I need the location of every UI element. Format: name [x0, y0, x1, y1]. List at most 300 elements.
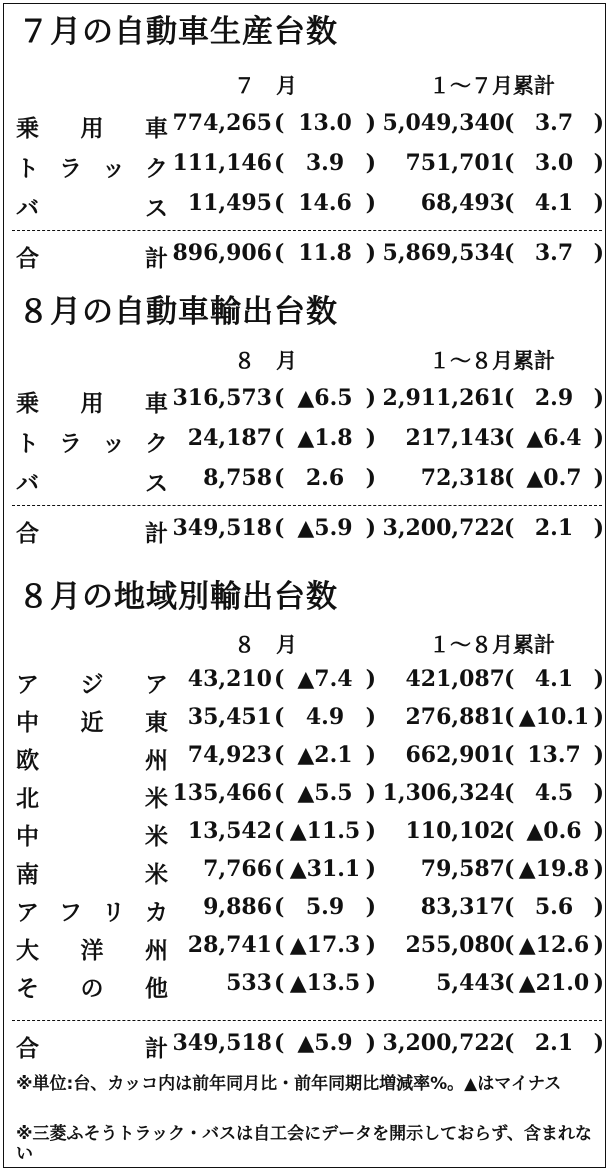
paren-group: [504, 515, 604, 541]
change-rate: 4.9: [305, 704, 345, 730]
table-row: [4, 425, 604, 455]
row-label: [16, 666, 168, 699]
open-paren: (: [504, 385, 515, 411]
open-paren: (: [274, 742, 285, 768]
paren-group: [274, 742, 376, 768]
column-header-cumulative: １～７月累計: [429, 73, 555, 98]
table-row: [4, 190, 604, 220]
open-paren: (: [274, 110, 285, 136]
monthly-value: 35,451: [187, 704, 272, 730]
cumulative-value: 83,317: [420, 894, 505, 920]
paren-group: [274, 465, 376, 491]
row-label-char: バ: [16, 471, 39, 497]
monthly-change: [274, 465, 376, 491]
cumulative-change: [504, 932, 604, 958]
close-paren: ): [365, 150, 376, 176]
row-label-char: 中: [16, 824, 39, 850]
cumulative-value: 5,443: [436, 970, 505, 996]
close-paren: ): [593, 425, 604, 451]
close-paren: ): [365, 742, 376, 768]
row-label-char: ラ: [59, 156, 82, 182]
row-label: [16, 465, 168, 498]
row-label-char: そ: [16, 976, 39, 1002]
open-paren: (: [274, 150, 285, 176]
row-label-char: ス: [145, 471, 168, 497]
cumulative-value: 662,901: [405, 742, 505, 768]
close-paren: ): [593, 110, 604, 136]
change-rate: ▲31.1: [289, 856, 361, 882]
monthly-change: [274, 970, 376, 996]
cumulative-value: 2,911,261: [382, 385, 505, 411]
change-rate: 4.1: [534, 190, 574, 216]
monthly-value: 533: [226, 970, 272, 996]
cumulative-change: [504, 240, 604, 266]
open-paren: (: [274, 190, 285, 216]
statistics-table-panel: [3, 3, 606, 1168]
monthly-value: 349,518: [172, 1030, 272, 1056]
close-paren: ): [365, 856, 376, 882]
cumulative-value: 3,200,722: [382, 1030, 505, 1056]
row-label-char: ア: [145, 672, 168, 698]
close-paren: ): [365, 818, 376, 844]
paren-group: [274, 894, 376, 920]
dashed-divider: [12, 505, 602, 506]
open-paren: (: [504, 666, 515, 692]
open-paren: (: [274, 385, 285, 411]
row-label-char: 欧: [16, 748, 39, 774]
table-row: [4, 856, 604, 886]
row-label-char: 中: [16, 710, 39, 736]
close-paren: ): [365, 515, 376, 541]
row-label-char: ラ: [59, 431, 82, 457]
cumulative-value: 3,200,722: [382, 515, 505, 541]
row-label-char: ア: [16, 900, 39, 926]
row-label-char: 乗: [16, 391, 39, 417]
close-paren: ): [365, 932, 376, 958]
row-label: [16, 515, 168, 548]
paren-group: [274, 970, 376, 996]
table-row: [4, 704, 604, 734]
paren-group: [504, 1030, 604, 1056]
row-label-char: ト: [16, 156, 39, 182]
open-paren: (: [504, 932, 515, 958]
change-rate: 2.1: [534, 1030, 574, 1056]
row-label-char: バ: [16, 196, 39, 222]
close-paren: ): [365, 190, 376, 216]
cumulative-change: [504, 742, 604, 768]
cumulative-change: [504, 818, 604, 844]
change-rate: 2.9: [534, 385, 574, 411]
close-paren: ): [365, 240, 376, 266]
cumulative-change: [504, 385, 604, 411]
monthly-value: 9,886: [203, 894, 272, 920]
row-label-char: 州: [145, 938, 168, 964]
row-label: [16, 742, 168, 775]
row-label-char: フ: [59, 900, 82, 926]
open-paren: (: [504, 110, 515, 136]
cumulative-value: 217,143: [405, 425, 505, 451]
row-label-char: 車: [145, 391, 168, 417]
change-rate: ▲0.6: [526, 818, 582, 844]
row-label: [16, 894, 168, 927]
change-rate: 4.1: [534, 666, 574, 692]
section-title: ７月の自動車生産台数: [18, 14, 338, 50]
monthly-change: [274, 894, 376, 920]
row-label-char: 近: [80, 710, 104, 736]
row-label-char: 州: [145, 748, 168, 774]
paren-group: [504, 704, 604, 730]
change-rate: ▲17.3: [289, 932, 361, 958]
close-paren: ): [593, 894, 604, 920]
cumulative-change: [504, 150, 604, 176]
row-label: [16, 385, 168, 418]
paren-group: [274, 856, 376, 882]
monthly-value: 349,518: [172, 515, 272, 541]
close-paren: ): [593, 704, 604, 730]
row-label-char: ジ: [80, 672, 104, 698]
open-paren: (: [274, 780, 285, 806]
monthly-value: 111,146: [172, 150, 272, 176]
cumulative-value: 5,049,340: [382, 110, 505, 136]
paren-group: [504, 150, 604, 176]
open-paren: (: [504, 742, 515, 768]
change-rate: 14.6: [298, 190, 352, 216]
close-paren: ): [593, 385, 604, 411]
open-paren: (: [504, 465, 515, 491]
change-rate: ▲10.1: [518, 704, 590, 730]
section-title: ８月の地域別輸出台数: [18, 579, 338, 615]
row-label: [16, 704, 168, 737]
row-label-char: 洋: [80, 938, 104, 964]
paren-group: [274, 780, 376, 806]
close-paren: ): [593, 1030, 604, 1056]
paren-group: [274, 110, 376, 136]
open-paren: (: [274, 465, 285, 491]
row-label: [16, 1030, 168, 1063]
monthly-value: 74,923: [187, 742, 272, 768]
table-row: [4, 932, 604, 962]
monthly-change: [274, 780, 376, 806]
paren-group: [274, 425, 376, 451]
paren-group: [504, 666, 604, 692]
close-paren: ): [593, 515, 604, 541]
change-rate: 3.0: [534, 150, 574, 176]
row-label-char: 計: [145, 246, 168, 272]
cumulative-value: 1,306,324: [382, 780, 505, 806]
row-label: [16, 932, 168, 965]
column-header-cumulative: １～８月累計: [429, 632, 555, 657]
total-row: [4, 1030, 604, 1060]
change-rate: ▲6.5: [297, 385, 353, 411]
row-label-char: 北: [16, 786, 39, 812]
change-rate: ▲7.4: [297, 666, 353, 692]
open-paren: (: [504, 780, 515, 806]
column-header-month: ７ 月: [234, 73, 297, 98]
monthly-change: [274, 704, 376, 730]
row-label-char: 他: [145, 976, 168, 1002]
column-header-cumulative: １～８月累計: [429, 348, 555, 373]
change-rate: ▲13.5: [289, 970, 361, 996]
close-paren: ): [593, 240, 604, 266]
cumulative-value: 110,102: [405, 818, 505, 844]
table-row: [4, 465, 604, 495]
row-label-char: 米: [145, 824, 168, 850]
row-label: [16, 110, 168, 143]
monthly-value: 13,542: [187, 818, 272, 844]
open-paren: (: [274, 1030, 285, 1056]
row-label-char: カ: [145, 900, 168, 926]
close-paren: ): [593, 856, 604, 882]
paren-group: [504, 190, 604, 216]
cumulative-change: [504, 780, 604, 806]
row-label: [16, 970, 168, 1003]
change-rate: ▲6.4: [526, 425, 582, 451]
paren-group: [274, 932, 376, 958]
cumulative-change: [504, 465, 604, 491]
row-label: [16, 818, 168, 851]
footnote-exclusion: ※三菱ふそうトラック・バスは自工会にデータを開示しておらず、含まれない: [16, 1124, 592, 1164]
close-paren: ): [593, 190, 604, 216]
row-label-char: 計: [145, 521, 168, 547]
cumulative-value: 421,087: [405, 666, 505, 692]
paren-group: [274, 240, 376, 266]
row-label-char: ッ: [102, 431, 125, 457]
change-rate: ▲19.8: [518, 856, 590, 882]
paren-group: [274, 515, 376, 541]
cumulative-change: [504, 1030, 604, 1056]
column-header-month: ８ 月: [234, 632, 297, 657]
cumulative-change: [504, 894, 604, 920]
open-paren: (: [504, 425, 515, 451]
row-label-char: ア: [16, 672, 39, 698]
paren-group: [504, 780, 604, 806]
change-rate: ▲21.0: [518, 970, 590, 996]
close-paren: ): [365, 894, 376, 920]
close-paren: ): [365, 780, 376, 806]
change-rate: ▲0.7: [526, 465, 582, 491]
paren-group: [274, 704, 376, 730]
monthly-change: [274, 742, 376, 768]
monthly-change: [274, 515, 376, 541]
monthly-change: [274, 856, 376, 882]
open-paren: (: [274, 666, 285, 692]
paren-group: [274, 1030, 376, 1056]
table-row: [4, 110, 604, 140]
row-label-char: 用: [80, 391, 104, 417]
open-paren: (: [504, 970, 515, 996]
open-paren: (: [504, 856, 515, 882]
paren-group: [504, 110, 604, 136]
paren-group: [504, 932, 604, 958]
close-paren: ): [365, 666, 376, 692]
close-paren: ): [593, 932, 604, 958]
cumulative-value: 5,869,534: [382, 240, 505, 266]
close-paren: ): [365, 704, 376, 730]
row-label-char: 計: [145, 1036, 168, 1062]
paren-group: [504, 240, 604, 266]
close-paren: ): [365, 385, 376, 411]
row-label-char: ス: [145, 196, 168, 222]
cumulative-value: 79,587: [420, 856, 505, 882]
monthly-change: [274, 818, 376, 844]
row-label-char: 南: [16, 862, 39, 888]
dashed-divider: [12, 230, 602, 231]
table-row: [4, 666, 604, 696]
cumulative-change: [504, 515, 604, 541]
table-row: [4, 894, 604, 924]
monthly-change: [274, 666, 376, 692]
cumulative-value: 72,318: [420, 465, 505, 491]
open-paren: (: [504, 818, 515, 844]
monthly-change: [274, 150, 376, 176]
close-paren: ): [365, 1030, 376, 1056]
close-paren: ): [593, 970, 604, 996]
open-paren: (: [274, 894, 285, 920]
table-row: [4, 818, 604, 848]
close-paren: ): [365, 465, 376, 491]
close-paren: ): [593, 465, 604, 491]
paren-group: [274, 190, 376, 216]
change-rate: ▲5.5: [297, 780, 353, 806]
change-rate: ▲5.9: [297, 1030, 353, 1056]
open-paren: (: [504, 190, 515, 216]
monthly-value: 11,495: [187, 190, 272, 216]
cumulative-change: [504, 666, 604, 692]
change-rate: 3.7: [534, 240, 574, 266]
row-label-char: 乗: [16, 116, 39, 142]
paren-group: [504, 385, 604, 411]
open-paren: (: [274, 240, 285, 266]
monthly-value: 7,766: [203, 856, 272, 882]
open-paren: (: [274, 425, 285, 451]
cumulative-change: [504, 704, 604, 730]
open-paren: (: [504, 150, 515, 176]
monthly-change: [274, 190, 376, 216]
row-label: [16, 240, 168, 273]
table-row: [4, 742, 604, 772]
change-rate: 5.9: [305, 894, 345, 920]
close-paren: ): [365, 110, 376, 136]
row-label-char: 合: [16, 246, 39, 272]
close-paren: ): [593, 780, 604, 806]
change-rate: 5.6: [534, 894, 574, 920]
row-label-char: 米: [145, 786, 168, 812]
paren-group: [274, 666, 376, 692]
footnote-unit: ※単位:台、カッコ内は前年同月比・前年同期比増減率%。▲はマイナス: [16, 1074, 562, 1094]
monthly-change: [274, 932, 376, 958]
monthly-value: 896,906: [172, 240, 272, 266]
change-rate: 11.8: [298, 240, 352, 266]
close-paren: ): [365, 970, 376, 996]
change-rate: 3.9: [305, 150, 345, 176]
open-paren: (: [504, 240, 515, 266]
open-paren: (: [504, 704, 515, 730]
open-paren: (: [504, 1030, 515, 1056]
paren-group: [504, 425, 604, 451]
change-rate: 13.0: [298, 110, 352, 136]
change-rate: ▲11.5: [289, 818, 361, 844]
monthly-value: 43,210: [187, 666, 272, 692]
monthly-change: [274, 425, 376, 451]
monthly-value: 24,187: [187, 425, 272, 451]
change-rate: 13.7: [527, 742, 581, 768]
row-label: [16, 780, 168, 813]
close-paren: ): [593, 150, 604, 176]
monthly-change: [274, 385, 376, 411]
section-title: ８月の自動車輸出台数: [18, 294, 338, 330]
total-row: [4, 515, 604, 545]
monthly-change: [274, 1030, 376, 1056]
change-rate: 3.7: [534, 110, 574, 136]
paren-group: [274, 818, 376, 844]
row-label-char: 米: [145, 862, 168, 888]
paren-group: [504, 970, 604, 996]
table-row: [4, 150, 604, 180]
open-paren: (: [504, 515, 515, 541]
close-paren: ): [593, 666, 604, 692]
row-label-char: 大: [16, 938, 39, 964]
change-rate: ▲12.6: [518, 932, 590, 958]
row-label: [16, 856, 168, 889]
row-label-char: ク: [145, 156, 168, 182]
open-paren: (: [274, 856, 285, 882]
row-label-char: ッ: [102, 156, 125, 182]
cumulative-value: 255,080: [405, 932, 505, 958]
monthly-value: 774,265: [172, 110, 272, 136]
paren-group: [504, 465, 604, 491]
row-label-char: リ: [102, 900, 125, 926]
row-label-char: 合: [16, 1036, 39, 1062]
open-paren: (: [274, 515, 285, 541]
cumulative-value: 68,493: [420, 190, 505, 216]
paren-group: [504, 818, 604, 844]
monthly-change: [274, 240, 376, 266]
row-label-char: 用: [80, 116, 104, 142]
change-rate: ▲2.1: [297, 742, 353, 768]
paren-group: [274, 150, 376, 176]
row-label: [16, 190, 168, 223]
open-paren: (: [274, 818, 285, 844]
monthly-value: 28,741: [187, 932, 272, 958]
table-row: [4, 970, 604, 1000]
row-label: [16, 425, 168, 458]
change-rate: 4.5: [534, 780, 574, 806]
monthly-value: 316,573: [172, 385, 272, 411]
paren-group: [504, 856, 604, 882]
monthly-value: 8,758: [203, 465, 272, 491]
dashed-divider: [12, 1020, 602, 1021]
monthly-change: [274, 110, 376, 136]
row-label-char: 合: [16, 521, 39, 547]
row-label-char: ト: [16, 431, 39, 457]
open-paren: (: [504, 894, 515, 920]
open-paren: (: [274, 704, 285, 730]
change-rate: 2.1: [534, 515, 574, 541]
total-row: [4, 240, 604, 270]
change-rate: ▲5.9: [297, 515, 353, 541]
cumulative-change: [504, 425, 604, 451]
paren-group: [274, 385, 376, 411]
cumulative-change: [504, 970, 604, 996]
cumulative-change: [504, 190, 604, 216]
paren-group: [504, 742, 604, 768]
row-label-char: 車: [145, 116, 168, 142]
cumulative-value: 276,881: [405, 704, 505, 730]
close-paren: ): [593, 818, 604, 844]
paren-group: [504, 894, 604, 920]
table-row: [4, 780, 604, 810]
change-rate: ▲1.8: [297, 425, 353, 451]
